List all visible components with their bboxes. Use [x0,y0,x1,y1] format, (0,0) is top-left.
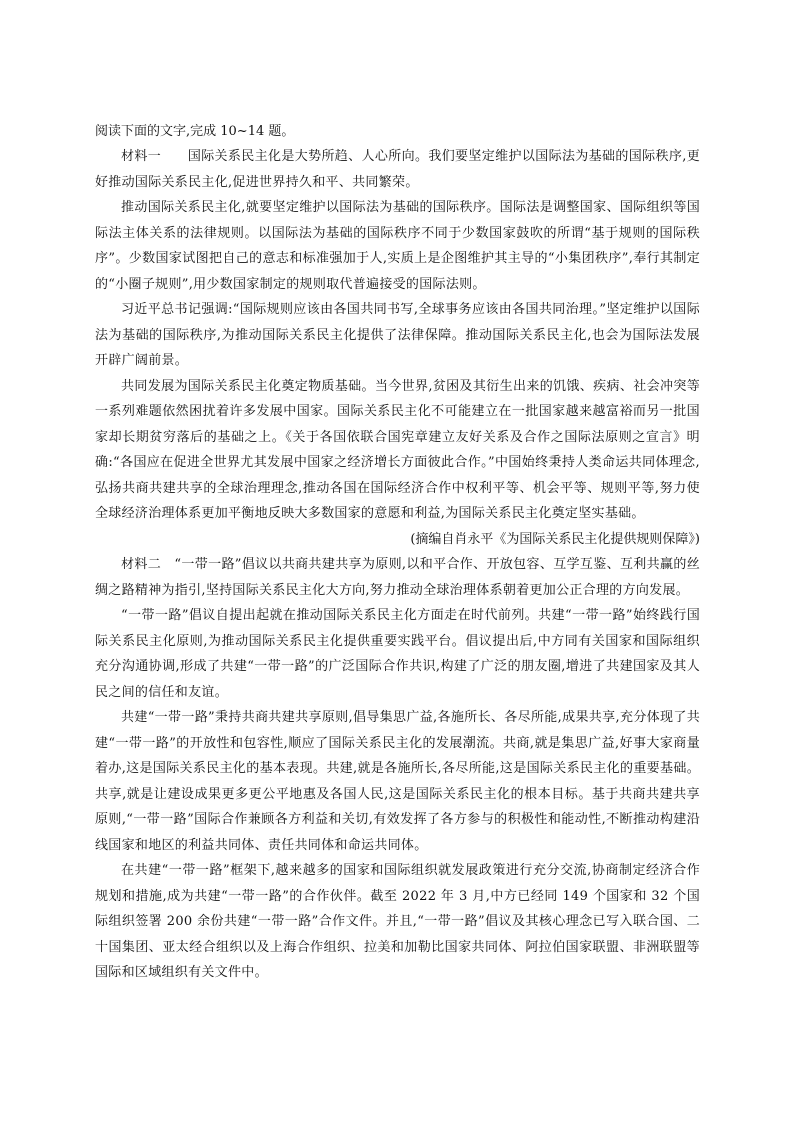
material1-paragraph-2: 推动国际关系民主化,就要坚定维护以国际法为基础的国际秩序。国际法是调整国家、国际组织等国际法主体关系的法律规则。以国际法为基础的国际秩序不同于少数国家鼓吹的所谓“基于规则的国际秩序”。少数国家试图把自己的意志和标准强加于人,实质上是企图维护其主导的“小集团秩序”,奉行其制定的“小圈子规则”,用少数国家制定的规则取代普遍接受的国际法则。 [95,200,700,292]
material2-paragraph-2: “一带一路”倡议自提出起就在推动国际关系民主化方面走在时代前列。共建“一带一路”始终践行国际关系民主化原则,为推动国际关系民主化提供重要实践平台。倡议提出后,中方同有关国家和国际组织充分沟通协调,形成了共建“一带一路”的广泛国际合作共识,构建了广泛的朋友圈,增进了共建国家及其人民之间的信任和友谊。 [95,608,700,700]
material1-label: 材料一 [121,149,162,164]
material2-label: 材料二 [121,557,162,572]
material1-paragraph-1 [95,144,700,195]
material2-paragraph-3: 共建“一带一路”秉持共商共建共享原则,倡导集思广益,各施所长、各尽所能,成果共享,充分体现了共建“一带一路”的开放性和包容性,顺应了国际关系民主化的发展潮流。共商,就是集思广益,好事大家商量着办,这是国际关系民主化的基本表现。共建,就是各施所长,各尽所能,这是国际关系民主化的重要基础。共享,就是让建设成果更多更公平地惠及各国人民,这是国际关系民主化的根本目标。基于共商共建共享原则,“一带一路”国际合作兼顾各方利益和关切,有效发挥了各方参与的积极性和能动性,不断推动构建沿线国家和地区的利益共同体、责任共同体和命运共同体。 [95,710,700,853]
document-page [95,120,700,986]
reading-instruction: 阅读下面的文字,完成 10~14 题。 [95,124,295,139]
material1-source: (摘编自肖永平《为国际关系民主化提供规则保障》) [410,531,700,547]
material1-paragraph-3: 习近平总书记强调:“国际规则应该由各国共同书写,全球事务应该由各国共同治理。”坚定维护以国际法为基础的国际秩序,为推动国际关系民主化提供了法律保障。推动国际关系民主化,也会为国际法发展开辟广阔前景。 [95,302,700,368]
material2-paragraph-1-text: “一带一路”倡议以共商共建共享为原则,以和平合作、开放包容、互学互鉴、互利共赢的丝绸之路精神为指引,坚持国际关系民主化大方向,努力推动全球治理体系朝着更加公正合理的方向发展。 [95,557,700,598]
material1-paragraph-1-text: 国际关系民主化是大势所趋、人心所向。我们要坚定维护以国际法为基础的国际秩序,更好推动国际关系民主化,促进世界持久和平、共同繁荣。 [95,149,700,190]
material2-paragraph-1 [95,552,700,603]
material1-paragraph-4: 共同发展为国际关系民主化奠定物质基础。当今世界,贫困及其衍生出来的饥饿、疾病、社会冲突等一系列难题依然困扰着许多发展中国家。国际关系民主化不可能建立在一批国家越来越富裕而另一批国家却长期贫穷落后的基础之上。《关于各国依联合国宪章建立友好关系及合作之国际法原则之宣言》明确:“各国应在促进全世界尤其发展中国家之经济增长方面彼此合作。”中国始终秉持人类命运共同体理念,弘扬共商共建共享的全球治理理念,推动各国在国际经济合作中权利平等、机会平等、规则平等,努力使全球经济治理体系更加平衡地反映大多数国家的意愿和利益,为国际关系民主化奠定坚实基础。 [95,378,700,521]
material2-paragraph-4: 在共建“一带一路”框架下,越来越多的国家和国际组织就发展政策进行充分交流,协商制定经济合作规划和措施,成为共建“一带一路”的合作伙伴。截至 2022 年 3 月,中方已经同 149 个国家和 32 个国际组织签署 200 余份共建“一带一路”合作文件。并且,“一带一路”倡议及其核心理念已写入联合国、二十国集团、亚太经合组织以及上海合作组织、拉美和加勒比国家共同体、阿拉伯国家联盟、非洲联盟等国际和区域组织有关文件中。 [95,863,700,980]
